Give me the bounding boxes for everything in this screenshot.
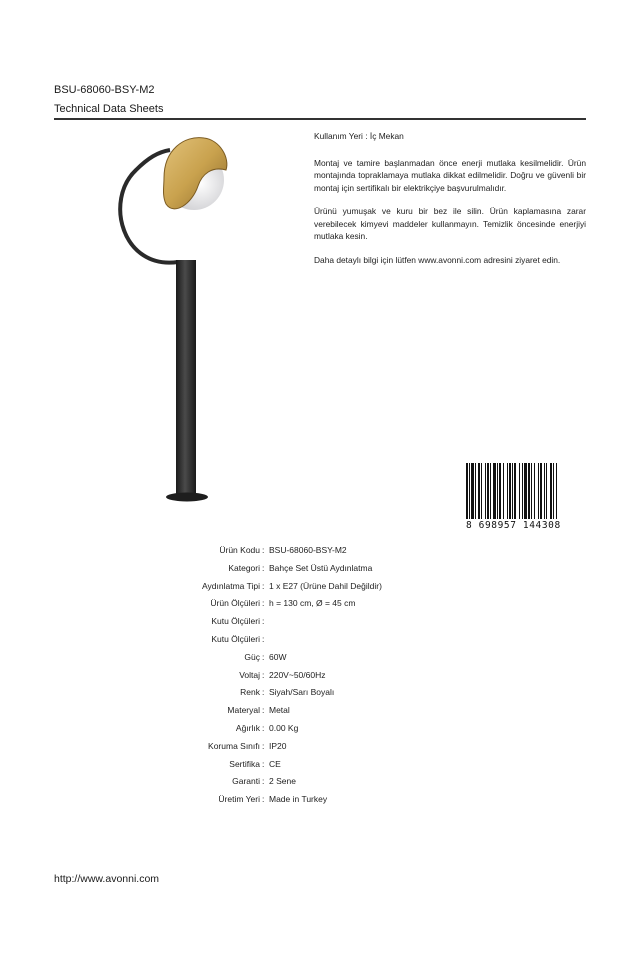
spec-row	[54, 741, 454, 753]
lamp-pole	[176, 260, 196, 496]
spec-label: Garanti	[232, 776, 260, 787]
spec-row	[54, 794, 454, 806]
spec-label: Materyal	[227, 705, 260, 716]
spec-separator: :	[262, 705, 265, 716]
barcode-bar	[509, 463, 511, 519]
spec-row	[54, 670, 454, 682]
barcode-bar	[544, 463, 545, 519]
spec-value: Bahçe Set Üstü Aydınlatma	[269, 562, 373, 573]
spec-label: Kutu Ölçüleri	[211, 634, 260, 644]
barcode-bar	[528, 463, 530, 519]
spec-separator: :	[262, 758, 265, 769]
spec-label: Üretim Yeri	[218, 794, 260, 805]
spec-row	[54, 581, 454, 593]
product-info	[314, 130, 586, 277]
spec-value: 220V~50/60Hz	[269, 669, 326, 680]
spec-value: h = 130 cm, Ø = 45 cm	[269, 598, 356, 609]
spec-separator: :	[262, 687, 265, 698]
spec-separator: :	[262, 669, 265, 680]
barcode-bar	[481, 463, 482, 519]
barcode-bar	[531, 463, 532, 519]
spec-row	[54, 598, 454, 610]
spec-separator: :	[262, 794, 265, 805]
barcode-bar	[507, 463, 508, 519]
spec-label: Sertifika	[229, 758, 260, 769]
spec-label: Güç	[244, 651, 260, 662]
barcode-bar	[540, 463, 542, 519]
barcode-bar	[556, 463, 557, 519]
barcode-bar	[512, 463, 513, 519]
header-rule	[54, 118, 586, 120]
spec-label: Ürün Ölçüleri	[210, 598, 260, 609]
spec-separator: :	[262, 545, 265, 555]
spec-label: Ağırlık	[235, 723, 260, 733]
spec-value: Metal	[269, 705, 290, 716]
spec-value: IP20	[269, 740, 287, 751]
barcode-digits: 8 698957 144308	[466, 520, 561, 531]
safety-instructions: Montaj ve tamire başlanmadan önce enerji mutlaka kesilmelidir. Ürün montajında topraklamaya mutlaka dikkat edilmelidir. Doğru ve güvenli bir montaj için sertifikalı bir elektrikçiye başvurulmalıdır.	[314, 157, 586, 193]
spec-label: Renk	[240, 687, 260, 698]
spec-row	[54, 563, 454, 575]
spec-row	[54, 687, 454, 699]
usage-location: Kullanım Yeri : İç Mekan	[314, 131, 404, 141]
more-info-text: Daha detaylı bilgi için lütfen www.avonni.com adresini ziyaret edin.	[314, 254, 561, 265]
barcode	[466, 463, 584, 531]
spec-value: Made in Turkey	[269, 794, 328, 805]
barcode-bar	[490, 463, 491, 519]
barcode-bar	[503, 463, 504, 519]
spec-value: 1 x E27 (Ürüne Dahil Değildir)	[269, 580, 382, 591]
cleaning-instructions: Ürünü yumuşak ve kuru bir bez ile silin. Ürün kaplamasına zarar verebilecek kimyevi maddeler kullanmayın. Temizlik öncesinde enerjiyi mutlaka kesin.	[314, 206, 586, 241]
spec-value: Siyah/Sarı Boyalı	[269, 687, 335, 698]
spec-value: 2 Sene	[269, 776, 296, 787]
barcode-bar	[466, 463, 468, 519]
spec-row	[54, 776, 454, 788]
spec-separator: :	[262, 562, 265, 573]
spec-row	[54, 545, 454, 557]
spec-label: Kategori	[228, 562, 260, 573]
barcode-bar	[475, 463, 476, 519]
spec-row	[54, 634, 454, 646]
spec-row	[54, 705, 454, 717]
barcode-bar	[478, 463, 480, 519]
spec-separator: :	[262, 616, 265, 627]
spec-label: Aydınlatma Tipi	[202, 580, 260, 591]
barcode-bar	[471, 463, 474, 519]
spec-separator: :	[262, 740, 265, 751]
barcode-bar	[534, 463, 535, 519]
spec-label: Koruma Sınıfı	[208, 740, 260, 751]
barcode-bar	[469, 463, 470, 519]
page-header-subtitle: Technical Data Sheets	[54, 103, 164, 115]
lamp-base	[166, 493, 208, 502]
spec-row	[54, 723, 454, 735]
barcode-bar	[524, 463, 527, 519]
barcode-bar	[546, 463, 547, 519]
spec-separator: :	[262, 598, 265, 609]
barcode-bar	[499, 463, 501, 519]
barcode-bar	[522, 463, 523, 519]
spec-label: Voltaj	[239, 669, 260, 680]
spec-value: BSU-68060-BSY-M2	[269, 545, 347, 555]
barcode-bar	[485, 463, 486, 519]
barcode-bar	[497, 463, 498, 519]
spec-row	[54, 616, 454, 628]
barcode-bars	[466, 463, 584, 519]
spec-separator: :	[262, 723, 265, 733]
product-image	[112, 130, 232, 508]
barcode-bar	[538, 463, 539, 519]
spec-separator: :	[262, 651, 265, 662]
spec-separator: :	[262, 580, 265, 591]
spec-value: CE	[269, 758, 281, 769]
spec-value: 0.00 Kg	[269, 723, 299, 733]
barcode-bar	[553, 463, 554, 519]
spec-label: Ürün Kodu	[219, 545, 260, 555]
barcode-bar	[514, 463, 516, 519]
spec-separator: :	[262, 634, 265, 644]
spec-row	[54, 652, 454, 664]
barcode-bar	[519, 463, 520, 519]
barcode-bar	[487, 463, 489, 519]
spec-separator: :	[262, 776, 265, 787]
barcode-bar	[550, 463, 552, 519]
footer-url[interactable]: http://www.avonni.com	[54, 873, 160, 885]
page-header-code: BSU-68060-BSY-M2	[54, 84, 155, 96]
barcode-bar	[493, 463, 496, 519]
spec-row	[54, 759, 454, 771]
spec-value: 60W	[269, 651, 287, 662]
spec-label: Kutu Ölçüleri	[211, 616, 260, 627]
